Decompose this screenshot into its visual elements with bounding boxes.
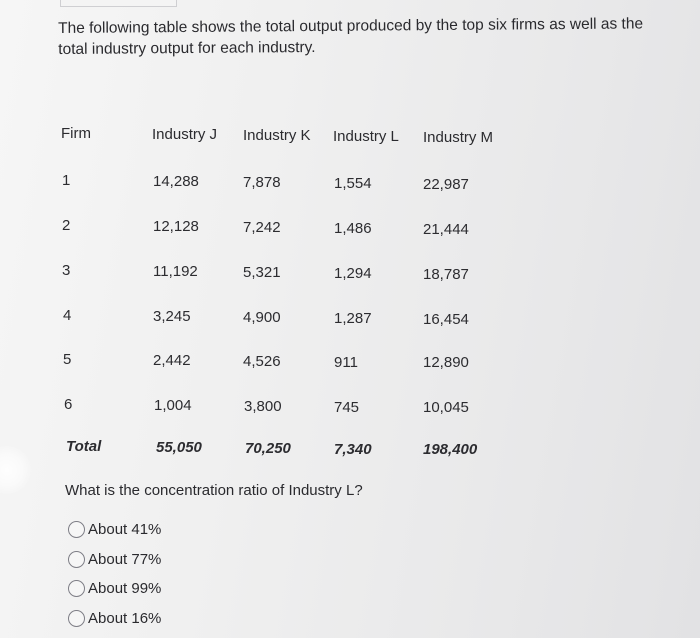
row-6-industry-m: 10,045 <box>423 399 469 416</box>
row-3-industry-m: 18,787 <box>423 266 469 283</box>
row-5-industry-m: 12,890 <box>423 354 469 371</box>
row-5-industry-j: 2,442 <box>153 352 191 369</box>
row-1-industry-l: 1,554 <box>334 175 372 192</box>
option-label: About 99% <box>88 579 162 597</box>
row-4-industry-j: 3,245 <box>153 308 191 325</box>
total-industry-j: 55,050 <box>156 439 202 456</box>
option-about-77[interactable] <box>68 549 161 569</box>
row-6-industry-l: 745 <box>334 399 360 416</box>
row-6-firm: 6 <box>64 396 73 413</box>
light-glare <box>0 446 32 494</box>
row-4-industry-k: 4,900 <box>243 309 281 326</box>
option-about-99[interactable] <box>68 578 161 598</box>
row-1-industry-m: 22,987 <box>423 176 469 193</box>
row-4-industry-m: 16,454 <box>423 311 469 328</box>
row-1-industry-j: 14,288 <box>153 173 199 190</box>
total-label: Total <box>66 438 102 455</box>
row-6-industry-k: 3,800 <box>244 398 282 415</box>
radio-circle-icon[interactable] <box>68 580 85 597</box>
top-edge-frame <box>60 0 177 7</box>
header-industry-j: Industry J <box>152 126 218 143</box>
row-1-industry-k: 7,878 <box>243 174 281 191</box>
total-industry-m: 198,400 <box>423 441 478 458</box>
radio-circle-icon[interactable] <box>68 521 85 538</box>
intro-text: The following table shows the total output produced by the top six firms as well as the total industry output for each industry. <box>58 15 644 58</box>
row-3-industry-l: 1,294 <box>334 265 372 282</box>
row-5-industry-k: 4,526 <box>243 353 281 370</box>
row-2-firm: 2 <box>62 217 71 234</box>
option-label: About 77% <box>88 550 162 568</box>
row-1-firm: 1 <box>62 172 71 189</box>
option-about-41[interactable] <box>68 519 161 539</box>
row-3-industry-k: 5,321 <box>243 264 281 281</box>
radio-circle-icon[interactable] <box>68 610 85 627</box>
row-4-firm: 4 <box>63 307 72 324</box>
row-6-industry-j: 1,004 <box>154 397 192 414</box>
option-about-16[interactable] <box>68 608 161 628</box>
row-4-industry-l: 1,287 <box>334 310 372 327</box>
option-label: About 16% <box>88 609 162 627</box>
radio-circle-icon[interactable] <box>68 551 85 568</box>
header-firm: Firm <box>61 125 91 142</box>
total-industry-l: 7,340 <box>334 441 372 458</box>
total-industry-k: 70,250 <box>245 440 291 457</box>
question-text: What is the concentration ratio of Industry L? <box>65 482 363 499</box>
row-5-firm: 5 <box>63 351 72 368</box>
header-industry-l: Industry L <box>333 128 399 145</box>
row-5-industry-l: 911 <box>334 354 358 371</box>
row-3-firm: 3 <box>62 262 71 279</box>
row-3-industry-j: 11,192 <box>153 263 198 280</box>
header-industry-m: Industry M <box>423 129 494 146</box>
row-2-industry-m: 21,444 <box>423 221 469 238</box>
row-2-industry-l: 1,486 <box>334 220 372 237</box>
row-2-industry-j: 12,128 <box>153 218 199 235</box>
row-2-industry-k: 7,242 <box>243 219 281 236</box>
header-industry-k: Industry K <box>243 127 311 144</box>
option-label: About 41% <box>88 520 162 538</box>
